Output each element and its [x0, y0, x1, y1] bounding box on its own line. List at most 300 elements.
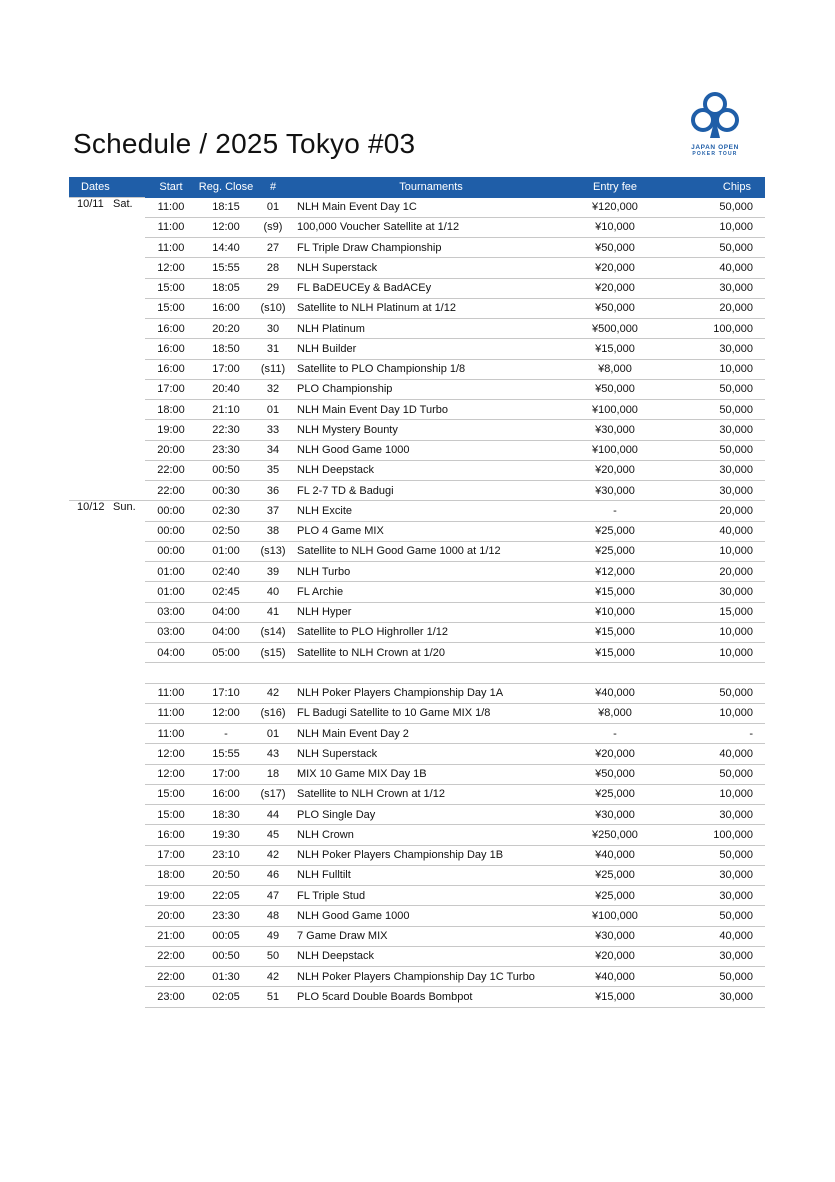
reg-close-cell: 02:05 [197, 987, 255, 1007]
entry-fee-cell: ¥50,000 [565, 238, 665, 258]
number-cell: 18 [255, 764, 291, 784]
start-cell: 11:00 [145, 724, 197, 744]
chips-cell: 10,000 [665, 217, 765, 237]
entry-fee-cell: ¥25,000 [565, 784, 665, 804]
reg-close-cell: 18:05 [197, 278, 255, 298]
number-cell: (s11) [255, 359, 291, 379]
start-cell: 22:00 [145, 481, 197, 501]
date-cell [69, 521, 145, 541]
number-cell: (s17) [255, 784, 291, 804]
entry-fee-cell: ¥30,000 [565, 481, 665, 501]
entry-fee-cell: ¥40,000 [565, 967, 665, 987]
tournament-cell: NLH Crown [291, 825, 565, 845]
number-cell [255, 663, 291, 683]
chips-cell: 30,000 [665, 582, 765, 602]
table-row [69, 663, 765, 683]
table-row [69, 906, 765, 926]
date-cell [69, 298, 145, 318]
reg-close-cell: 22:30 [197, 420, 255, 440]
date-cell [69, 825, 145, 845]
table-row [69, 784, 765, 804]
entry-fee-cell: ¥20,000 [565, 258, 665, 278]
header-reg-close: Reg. Close [197, 177, 255, 198]
date-cell [69, 400, 145, 420]
chips-cell: 15,000 [665, 602, 765, 622]
start-cell: 22:00 [145, 460, 197, 480]
reg-close-cell: 15:55 [197, 258, 255, 278]
logo-line2: POKER TOUR [692, 151, 738, 157]
table-row [69, 683, 765, 703]
date-cell [69, 238, 145, 258]
reg-close-cell: 00:05 [197, 926, 255, 946]
tournament-cell: NLH Excite [291, 501, 565, 521]
chips-cell: 10,000 [665, 784, 765, 804]
table-row [69, 946, 765, 966]
tournament-cell: Satellite to PLO Championship 1/8 [291, 359, 565, 379]
date-cell [69, 744, 145, 764]
chips-cell: 10,000 [665, 541, 765, 561]
reg-close-cell: 16:00 [197, 298, 255, 318]
tournament-cell: NLH Hyper [291, 602, 565, 622]
start-cell: 00:00 [145, 521, 197, 541]
chips-cell: 30,000 [665, 460, 765, 480]
number-cell: 01 [255, 400, 291, 420]
chips-cell: 30,000 [665, 987, 765, 1007]
number-cell: 42 [255, 845, 291, 865]
header-dates: Dates [69, 177, 145, 198]
chips-cell: 20,000 [665, 298, 765, 318]
date-cell [69, 967, 145, 987]
chips-cell: 100,000 [665, 825, 765, 845]
date-cell [69, 886, 145, 906]
number-cell: 42 [255, 683, 291, 703]
number-cell: 48 [255, 906, 291, 926]
chips-cell: 30,000 [665, 805, 765, 825]
tournament-cell: NLH Good Game 1000 [291, 440, 565, 460]
entry-fee-cell: ¥250,000 [565, 825, 665, 845]
tournament-cell: PLO 5card Double Boards Bombpot [291, 987, 565, 1007]
reg-close-cell: 02:45 [197, 582, 255, 602]
weekday-label: Sun. [113, 501, 136, 514]
table-row [69, 379, 765, 399]
date-cell [69, 764, 145, 784]
chips-cell: 30,000 [665, 278, 765, 298]
chips-cell [665, 663, 765, 683]
chips-cell: 50,000 [665, 683, 765, 703]
entry-fee-cell: ¥8,000 [565, 359, 665, 379]
start-cell: 17:00 [145, 845, 197, 865]
date-cell [69, 845, 145, 865]
number-cell: (s16) [255, 703, 291, 723]
chips-cell: 50,000 [665, 238, 765, 258]
number-cell: 35 [255, 460, 291, 480]
table-row [69, 460, 765, 480]
table-row [69, 703, 765, 723]
entry-fee-cell: ¥50,000 [565, 379, 665, 399]
tournament-cell: PLO Championship [291, 379, 565, 399]
date-cell [69, 946, 145, 966]
number-cell: 01 [255, 724, 291, 744]
table-row [69, 501, 765, 521]
table-row [69, 298, 765, 318]
header-chips: Chips [665, 177, 765, 198]
number-cell: 36 [255, 481, 291, 501]
start-cell: 17:00 [145, 379, 197, 399]
date-cell [69, 703, 145, 723]
entry-fee-cell: ¥30,000 [565, 420, 665, 440]
chips-cell: 40,000 [665, 926, 765, 946]
start-cell: 15:00 [145, 278, 197, 298]
tournament-cell: Satellite to NLH Good Game 1000 at 1/12 [291, 541, 565, 561]
entry-fee-cell: ¥8,000 [565, 703, 665, 723]
date-cell [69, 541, 145, 561]
entry-fee-cell: ¥20,000 [565, 744, 665, 764]
tournament-cell: NLH Good Game 1000 [291, 906, 565, 926]
entry-fee-cell: ¥50,000 [565, 764, 665, 784]
start-cell: 11:00 [145, 238, 197, 258]
schedule-body [69, 198, 765, 1008]
number-cell: 34 [255, 440, 291, 460]
entry-fee-cell: ¥30,000 [565, 805, 665, 825]
logo-line1: JAPAN OPEN [691, 144, 739, 151]
reg-close-cell: 18:15 [197, 198, 255, 218]
chips-cell: 50,000 [665, 967, 765, 987]
start-cell: 12:00 [145, 744, 197, 764]
number-cell: 32 [255, 379, 291, 399]
entry-fee-cell: ¥15,000 [565, 339, 665, 359]
reg-close-cell: 15:55 [197, 744, 255, 764]
date-cell [69, 440, 145, 460]
chips-cell: 50,000 [665, 845, 765, 865]
reg-close-cell: 00:50 [197, 460, 255, 480]
number-cell: 49 [255, 926, 291, 946]
entry-fee-cell: - [565, 501, 665, 521]
date-cell [69, 683, 145, 703]
date-cell [69, 481, 145, 501]
chips-cell: 30,000 [665, 420, 765, 440]
tournament-cell: NLH Superstack [291, 744, 565, 764]
date-cell [69, 198, 145, 218]
reg-close-cell: 16:00 [197, 784, 255, 804]
reg-close-cell: 21:10 [197, 400, 255, 420]
number-cell: (s15) [255, 643, 291, 663]
number-cell: 27 [255, 238, 291, 258]
table-row [69, 400, 765, 420]
start-cell: 15:00 [145, 784, 197, 804]
entry-fee-cell: ¥40,000 [565, 683, 665, 703]
tournament-cell: NLH Fulltilt [291, 865, 565, 885]
entry-fee-cell: ¥40,000 [565, 845, 665, 865]
number-cell: 39 [255, 562, 291, 582]
weekday-label: Sat. [113, 198, 133, 210]
chips-cell: 30,000 [665, 886, 765, 906]
table-row [69, 278, 765, 298]
start-cell: 15:00 [145, 298, 197, 318]
tournament-cell: 7 Game Draw MIX [291, 926, 565, 946]
chips-cell: 50,000 [665, 764, 765, 784]
chips-cell: 20,000 [665, 562, 765, 582]
start-cell: 01:00 [145, 562, 197, 582]
number-cell: 28 [255, 258, 291, 278]
start-cell: 16:00 [145, 339, 197, 359]
tournament-cell: NLH Poker Players Championship Day 1A [291, 683, 565, 703]
tournament-cell: Satellite to NLH Crown at 1/12 [291, 784, 565, 804]
chips-cell: 10,000 [665, 703, 765, 723]
number-cell: 41 [255, 602, 291, 622]
date-label: 10/11 [77, 198, 104, 210]
tournament-cell: NLH Poker Players Championship Day 1C Turbo [291, 967, 565, 987]
date-cell [69, 339, 145, 359]
start-cell [145, 663, 197, 683]
start-cell: 20:00 [145, 440, 197, 460]
tournament-cell: NLH Builder [291, 339, 565, 359]
start-cell: 21:00 [145, 926, 197, 946]
start-cell: 16:00 [145, 825, 197, 845]
number-cell: (s10) [255, 298, 291, 318]
number-cell: 40 [255, 582, 291, 602]
reg-close-cell: 23:30 [197, 440, 255, 460]
chips-cell: 50,000 [665, 906, 765, 926]
reg-close-cell: 20:50 [197, 865, 255, 885]
reg-close-cell: 23:10 [197, 845, 255, 865]
entry-fee-cell: ¥25,000 [565, 886, 665, 906]
start-cell: 23:00 [145, 987, 197, 1007]
chips-cell: 30,000 [665, 946, 765, 966]
header-entry-fee: Entry fee [565, 177, 665, 198]
start-cell: 18:00 [145, 400, 197, 420]
reg-close-cell: 18:50 [197, 339, 255, 359]
entry-fee-cell: ¥15,000 [565, 622, 665, 642]
date-label: 10/12 [77, 501, 105, 514]
start-cell: 00:00 [145, 541, 197, 561]
date-cell [69, 926, 145, 946]
entry-fee-cell: ¥10,000 [565, 217, 665, 237]
header-tournaments: Tournaments [291, 177, 565, 198]
reg-close-cell: 14:40 [197, 238, 255, 258]
date-cell [69, 805, 145, 825]
table-row [69, 521, 765, 541]
date-cell [69, 359, 145, 379]
logo [682, 90, 748, 162]
table-header [69, 177, 765, 198]
reg-close-cell: 20:40 [197, 379, 255, 399]
tournament-cell: FL Archie [291, 582, 565, 602]
chips-cell: 50,000 [665, 440, 765, 460]
tournament-cell: NLH Main Event Day 1D Turbo [291, 400, 565, 420]
tournament-cell: FL BaDEUCEy & BadACEy [291, 278, 565, 298]
reg-close-cell: 22:05 [197, 886, 255, 906]
number-cell: 44 [255, 805, 291, 825]
reg-close-cell: 12:00 [197, 217, 255, 237]
table-row [69, 339, 765, 359]
date-cell [69, 663, 145, 683]
table-row [69, 541, 765, 561]
number-cell: 38 [255, 521, 291, 541]
entry-fee-cell: ¥20,000 [565, 460, 665, 480]
date-cell [69, 562, 145, 582]
entry-fee-cell: ¥25,000 [565, 541, 665, 561]
number-cell: (s14) [255, 622, 291, 642]
entry-fee-cell: ¥30,000 [565, 926, 665, 946]
tournament-cell: NLH Deepstack [291, 460, 565, 480]
reg-close-cell: 17:00 [197, 359, 255, 379]
table-row [69, 805, 765, 825]
date-cell [69, 379, 145, 399]
page-title: Schedule / 2025 Tokyo #03 [73, 128, 416, 159]
start-cell: 20:00 [145, 906, 197, 926]
table-row [69, 481, 765, 501]
number-cell: 29 [255, 278, 291, 298]
start-cell: 11:00 [145, 217, 197, 237]
entry-fee-cell [565, 663, 665, 683]
entry-fee-cell: - [565, 724, 665, 744]
start-cell: 11:00 [145, 198, 197, 218]
number-cell: 37 [255, 501, 291, 521]
start-cell: 00:00 [145, 501, 197, 521]
table-row [69, 602, 765, 622]
entry-fee-cell: ¥10,000 [565, 602, 665, 622]
number-cell: 42 [255, 967, 291, 987]
table-row [69, 238, 765, 258]
entry-fee-cell: ¥20,000 [565, 946, 665, 966]
schedule-table [69, 177, 765, 1008]
chips-cell: 30,000 [665, 481, 765, 501]
number-cell: (s9) [255, 217, 291, 237]
reg-close-cell: 05:00 [197, 643, 255, 663]
tournament-cell: Satellite to PLO Highroller 1/12 [291, 622, 565, 642]
entry-fee-cell: ¥20,000 [565, 278, 665, 298]
reg-close-cell [197, 663, 255, 683]
entry-fee-cell: ¥50,000 [565, 298, 665, 318]
table-row [69, 420, 765, 440]
chips-cell: - [665, 724, 765, 744]
start-cell: 03:00 [145, 622, 197, 642]
chips-cell: 40,000 [665, 521, 765, 541]
reg-close-cell: 18:30 [197, 805, 255, 825]
table-row [69, 258, 765, 278]
number-cell: 31 [255, 339, 291, 359]
start-cell: 16:00 [145, 319, 197, 339]
table-row [69, 319, 765, 339]
chips-cell: 40,000 [665, 258, 765, 278]
entry-fee-cell: ¥15,000 [565, 643, 665, 663]
chips-cell: 30,000 [665, 865, 765, 885]
tournament-cell: FL 2-7 TD & Badugi [291, 481, 565, 501]
number-cell: 33 [255, 420, 291, 440]
tournament-cell: Satellite to NLH Crown at 1/20 [291, 643, 565, 663]
tournament-cell: PLO Single Day [291, 805, 565, 825]
chips-cell: 50,000 [665, 198, 765, 218]
table-row [69, 582, 765, 602]
table-row [69, 359, 765, 379]
tournament-cell: NLH Superstack [291, 258, 565, 278]
entry-fee-cell: ¥100,000 [565, 906, 665, 926]
start-cell: 19:00 [145, 886, 197, 906]
start-cell: 03:00 [145, 602, 197, 622]
entry-fee-cell: ¥15,000 [565, 582, 665, 602]
table-row [69, 865, 765, 885]
tournament-cell: NLH Main Event Day 1C [291, 198, 565, 218]
reg-close-cell: 04:00 [197, 602, 255, 622]
number-cell: 46 [255, 865, 291, 885]
reg-close-cell: 01:00 [197, 541, 255, 561]
number-cell: 43 [255, 744, 291, 764]
start-cell: 12:00 [145, 258, 197, 278]
header-number: # [255, 177, 291, 198]
chips-cell: 10,000 [665, 622, 765, 642]
tournament-cell: 100,000 Voucher Satellite at 1/12 [291, 217, 565, 237]
tournament-cell: PLO 4 Game MIX [291, 521, 565, 541]
table-row [69, 622, 765, 642]
start-cell: 01:00 [145, 582, 197, 602]
tournament-cell: FL Badugi Satellite to 10 Game MIX 1/8 [291, 703, 565, 723]
reg-close-cell: 12:00 [197, 703, 255, 723]
chips-cell: 40,000 [665, 744, 765, 764]
start-cell: 16:00 [145, 359, 197, 379]
date-cell [69, 582, 145, 602]
table-row [69, 562, 765, 582]
tournament-cell: FL Triple Draw Championship [291, 238, 565, 258]
start-cell: 11:00 [145, 683, 197, 703]
header-start: Start [145, 177, 197, 198]
tournament-cell: NLH Mystery Bounty [291, 420, 565, 440]
table-row [69, 926, 765, 946]
entry-fee-cell: ¥25,000 [565, 521, 665, 541]
table-row [69, 764, 765, 784]
date-cell [69, 865, 145, 885]
entry-fee-cell: ¥100,000 [565, 440, 665, 460]
date-cell [69, 602, 145, 622]
number-cell: (s13) [255, 541, 291, 561]
number-cell: 45 [255, 825, 291, 845]
date-cell [69, 643, 145, 663]
date-cell [69, 319, 145, 339]
start-cell: 19:00 [145, 420, 197, 440]
date-cell [69, 278, 145, 298]
reg-close-cell: 17:00 [197, 764, 255, 784]
tournament-cell: Satellite to NLH Platinum at 1/12 [291, 298, 565, 318]
date-cell [69, 501, 145, 521]
table-row [69, 217, 765, 237]
entry-fee-cell: ¥15,000 [565, 987, 665, 1007]
date-cell [69, 987, 145, 1007]
reg-close-cell: 04:00 [197, 622, 255, 642]
entry-fee-cell: ¥100,000 [565, 400, 665, 420]
reg-close-cell: 23:30 [197, 906, 255, 926]
start-cell: 12:00 [145, 764, 197, 784]
date-cell [69, 460, 145, 480]
table-row [69, 744, 765, 764]
reg-close-cell: 02:40 [197, 562, 255, 582]
chips-cell: 50,000 [665, 400, 765, 420]
tournament-cell: NLH Turbo [291, 562, 565, 582]
number-cell: 47 [255, 886, 291, 906]
start-cell: 15:00 [145, 805, 197, 825]
tournament-cell: NLH Poker Players Championship Day 1B [291, 845, 565, 865]
table-row [69, 987, 765, 1007]
reg-close-cell: 20:20 [197, 319, 255, 339]
reg-close-cell: 00:30 [197, 481, 255, 501]
date-cell [69, 724, 145, 744]
date-cell [69, 258, 145, 278]
date-cell [69, 217, 145, 237]
table-row [69, 724, 765, 744]
chips-cell: 30,000 [665, 339, 765, 359]
table-row [69, 886, 765, 906]
reg-close-cell: 02:30 [197, 501, 255, 521]
table-row [69, 967, 765, 987]
number-cell: 30 [255, 319, 291, 339]
